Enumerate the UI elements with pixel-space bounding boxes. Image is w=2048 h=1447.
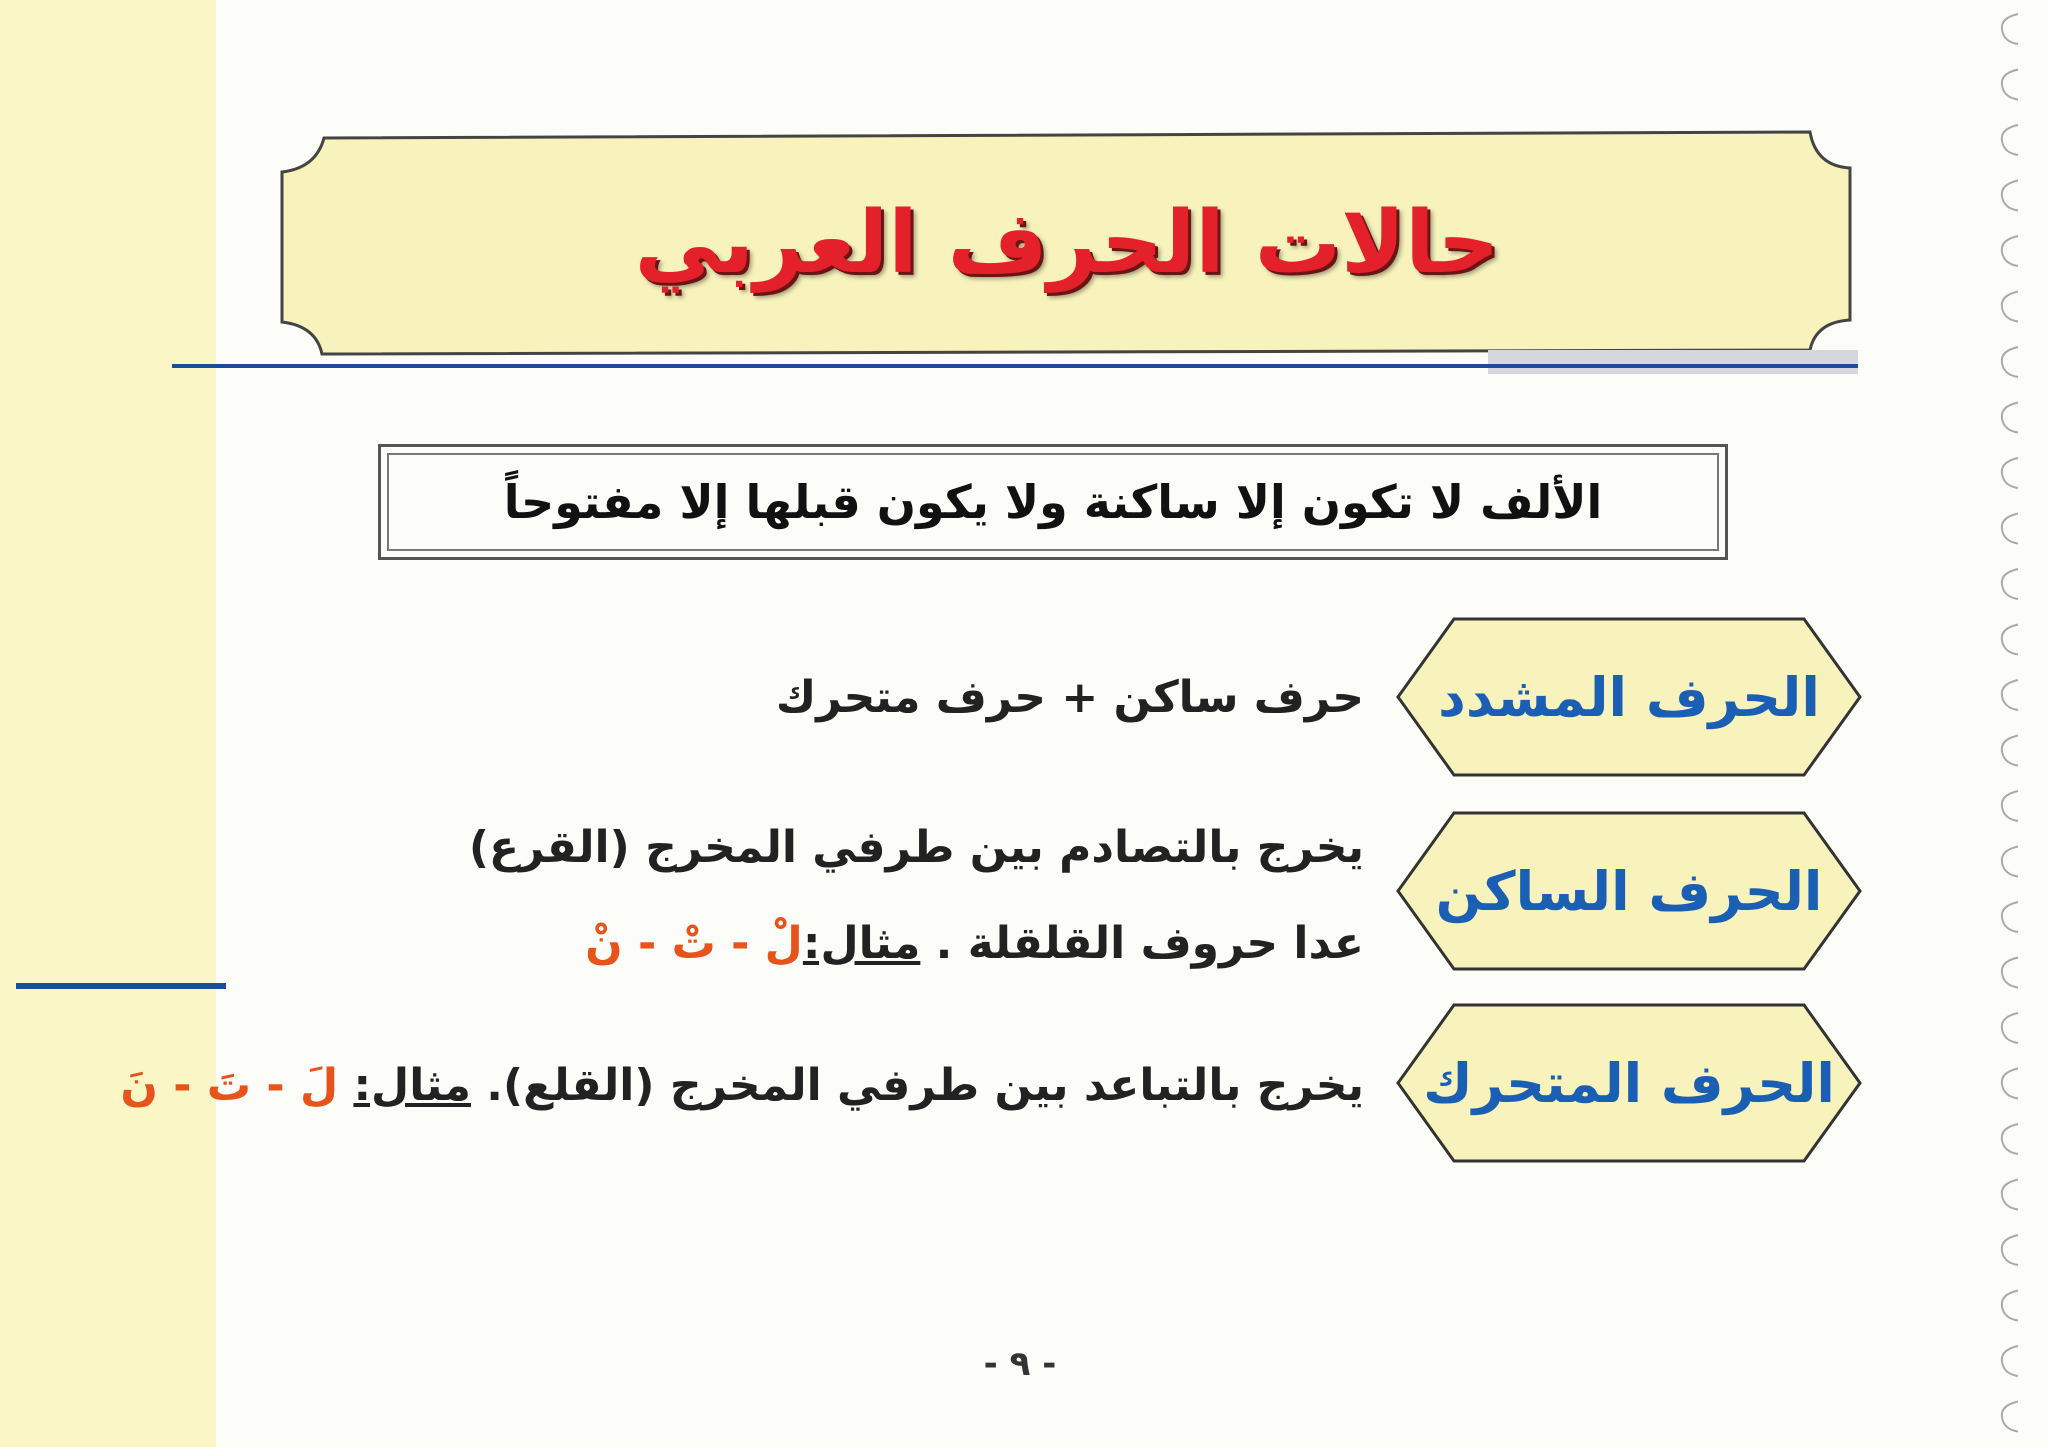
spiral-ring xyxy=(2002,347,2018,377)
spiral-ring xyxy=(2002,292,2018,322)
spiral-ring xyxy=(2002,736,2018,766)
spiral-ring xyxy=(2002,181,2018,211)
example-value: لْ - تْ - نْ xyxy=(585,918,803,969)
state-badge-shaddah xyxy=(1394,616,1864,778)
spiral-ring xyxy=(2002,1124,2018,1154)
spiral-binding xyxy=(1978,0,2048,1447)
state-label: الحرف المتحرك xyxy=(1423,1051,1835,1115)
spiral-ring xyxy=(2002,1013,2018,1043)
example-label: مثال: xyxy=(802,918,921,969)
spiral-ring xyxy=(2002,625,2018,655)
spiral-ring xyxy=(2002,680,2018,710)
spiral-ring xyxy=(2002,125,2018,155)
state-label: الحرف المشدد xyxy=(1438,665,1820,729)
spiral-ring xyxy=(2002,1291,2018,1321)
state-badge-mutaharrik xyxy=(1394,1002,1864,1164)
rule-text: الألف لا تكون إلا ساكنة ولا يكون قبلها إلا مفتوحاً xyxy=(387,453,1719,551)
description-text: عدا حروف القلقلة . xyxy=(920,918,1364,969)
left-yellow-margin xyxy=(0,0,216,1447)
left-margin-divider xyxy=(16,983,226,989)
state-description-example xyxy=(120,1060,1364,1111)
spiral-ring xyxy=(2002,847,2018,877)
state-description-example xyxy=(585,918,1364,969)
title-shadow xyxy=(1488,350,1858,374)
spiral-ring xyxy=(2002,1235,2018,1265)
spiral-ring xyxy=(2002,403,2018,433)
rule-box xyxy=(378,444,1728,560)
example-value: لَ - تَ - نَ xyxy=(120,1060,354,1111)
description-text: يخرج بالتباعد بين طرفي المخرج (القلع). xyxy=(470,1060,1364,1111)
spiral-ring xyxy=(2002,458,2018,488)
spiral-ring xyxy=(2002,791,2018,821)
state-description: حرف ساكن + حرف متحرك xyxy=(775,672,1364,723)
spiral-ring xyxy=(2002,958,2018,988)
page-title: حالات الحرف العربي xyxy=(634,193,1500,293)
spiral-ring xyxy=(2002,1402,2018,1432)
spiral-ring xyxy=(2002,236,2018,266)
spiral-ring xyxy=(2002,14,2018,44)
state-badge-sakin xyxy=(1394,810,1864,972)
example-label: مثال: xyxy=(353,1060,471,1111)
state-label: الحرف الساكن xyxy=(1435,859,1823,923)
spiral-ring xyxy=(2002,514,2018,544)
spiral-ring xyxy=(2002,902,2018,932)
state-description: يخرج بالتصادم بين طرفي المخرج (القرع) xyxy=(468,822,1364,873)
page-number: - ٩ - xyxy=(983,1344,1057,1384)
spiral-ring xyxy=(2002,1180,2018,1210)
title-underline xyxy=(172,364,1858,368)
spiral-ring xyxy=(2002,1069,2018,1099)
spiral-ring xyxy=(2002,1346,2018,1376)
spiral-ring xyxy=(2002,569,2018,599)
spiral-ring xyxy=(2002,70,2018,100)
